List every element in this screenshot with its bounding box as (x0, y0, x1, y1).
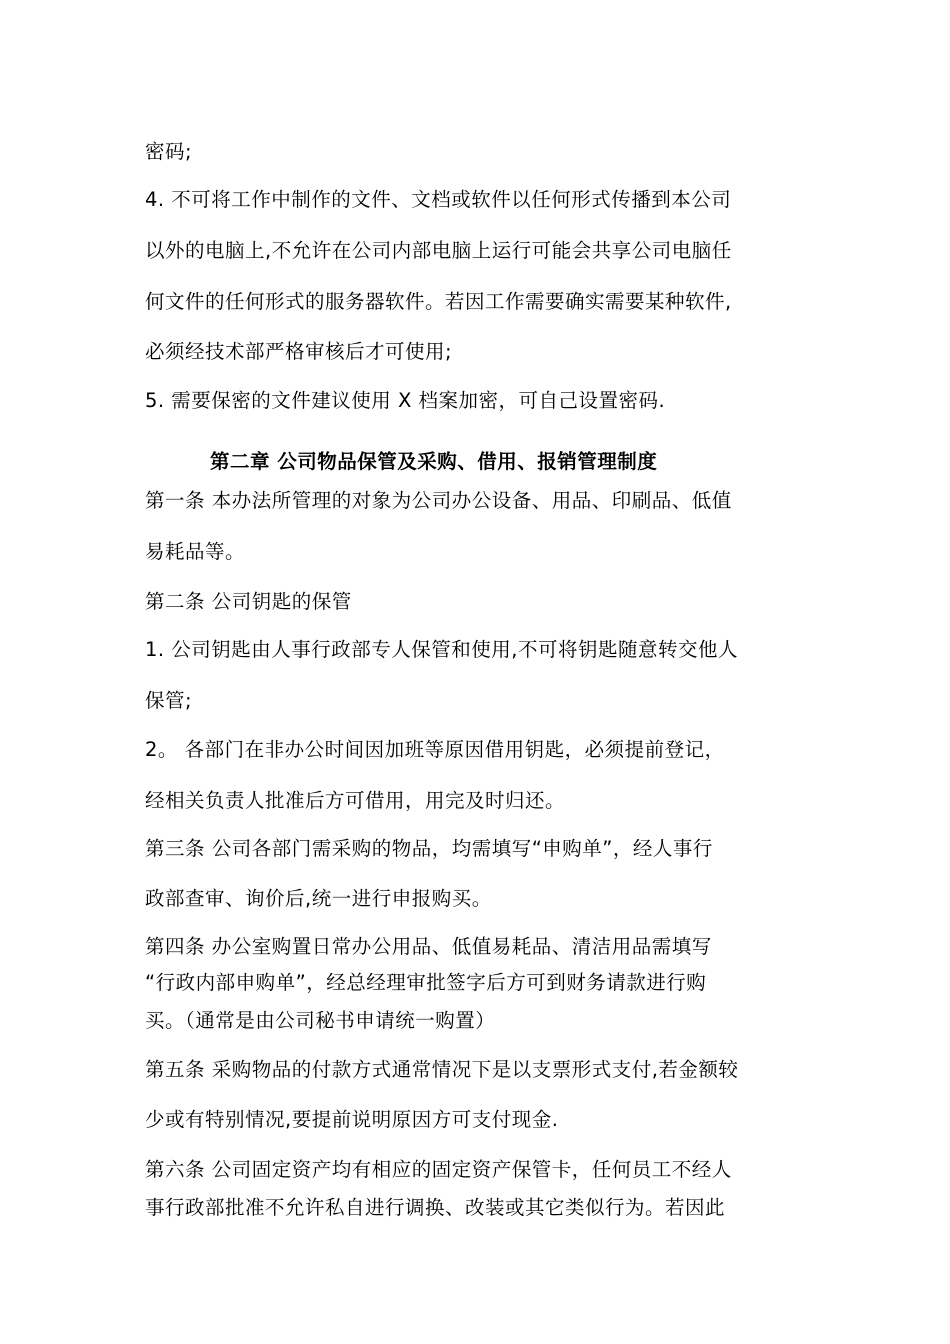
paragraph-line: 第五条 采购物品的付款方式通常情况下是以支票形式支付,若金额较 (145, 1058, 739, 1081)
paragraph-line: 第六条 公司固定资产均有相应的固定资产保管卡，任何员工不经人 (145, 1158, 732, 1181)
paragraph-line: “行政内部申购单”，经总经理审批签字后方可到财务请款进行购 (145, 971, 707, 994)
section-heading: 第二条 公司钥匙的保管 (145, 590, 352, 613)
paragraph-line: 密码; (145, 140, 193, 163)
chapter-title: 第二章 公司物品保管及采购、借用、报销管理制度 (210, 450, 658, 473)
paragraph-line: 保管; (145, 689, 193, 712)
paragraph-line: 经相关负责人批准后方可借用，用完及时归还。 (145, 789, 566, 812)
paragraph-line: 政部查审、询价后,统一进行申报购买。 (145, 887, 492, 910)
paragraph-line: 第一条 本办法所管理的对象为公司办公设备、用品、印刷品、低值 (145, 489, 732, 512)
paragraph-line: 少或有特别情况,要提前说明原因方可支付现金. (145, 1108, 559, 1131)
paragraph-line: 事行政部批准不允许私自进行调换、改装或其它类似行为。若因此 (145, 1196, 726, 1219)
paragraph-line: 第三条 公司各部门需采购的物品，均需填写“申购单”，经人事行 (145, 837, 713, 860)
paragraph-line: 5. 需要保密的文件建议使用 X 档案加密，可自己设置密码. (145, 389, 666, 412)
paragraph-line: 以外的电脑上,不允许在公司内部电脑上运行可能会共享公司电脑任 (145, 239, 732, 262)
paragraph-line: 易耗品等。 (145, 540, 246, 563)
paragraph-line: 买。（通常是由公司秘书申请统一购置） (145, 1009, 496, 1032)
paragraph-line: 第四条 办公室购置日常办公用品、低值易耗品、清洁用品需填写 (145, 935, 712, 958)
paragraph-line: 1. 公司钥匙由人事行政部专人保管和使用,不可将钥匙随意转交他人 (145, 638, 739, 661)
paragraph-line: 何文件的任何形式的服务器软件。若因工作需要确实需要某种软件, (145, 290, 732, 313)
paragraph-line: 必须经技术部严格审核后才可使用; (145, 340, 453, 363)
paragraph-line: 4. 不可将工作中制作的文件、文档或软件以任何形式传播到本公司 (145, 188, 732, 211)
paragraph-line: 2。 各部门在非办公时间因加班等原因借用钥匙，必须提前登记， (145, 738, 725, 761)
